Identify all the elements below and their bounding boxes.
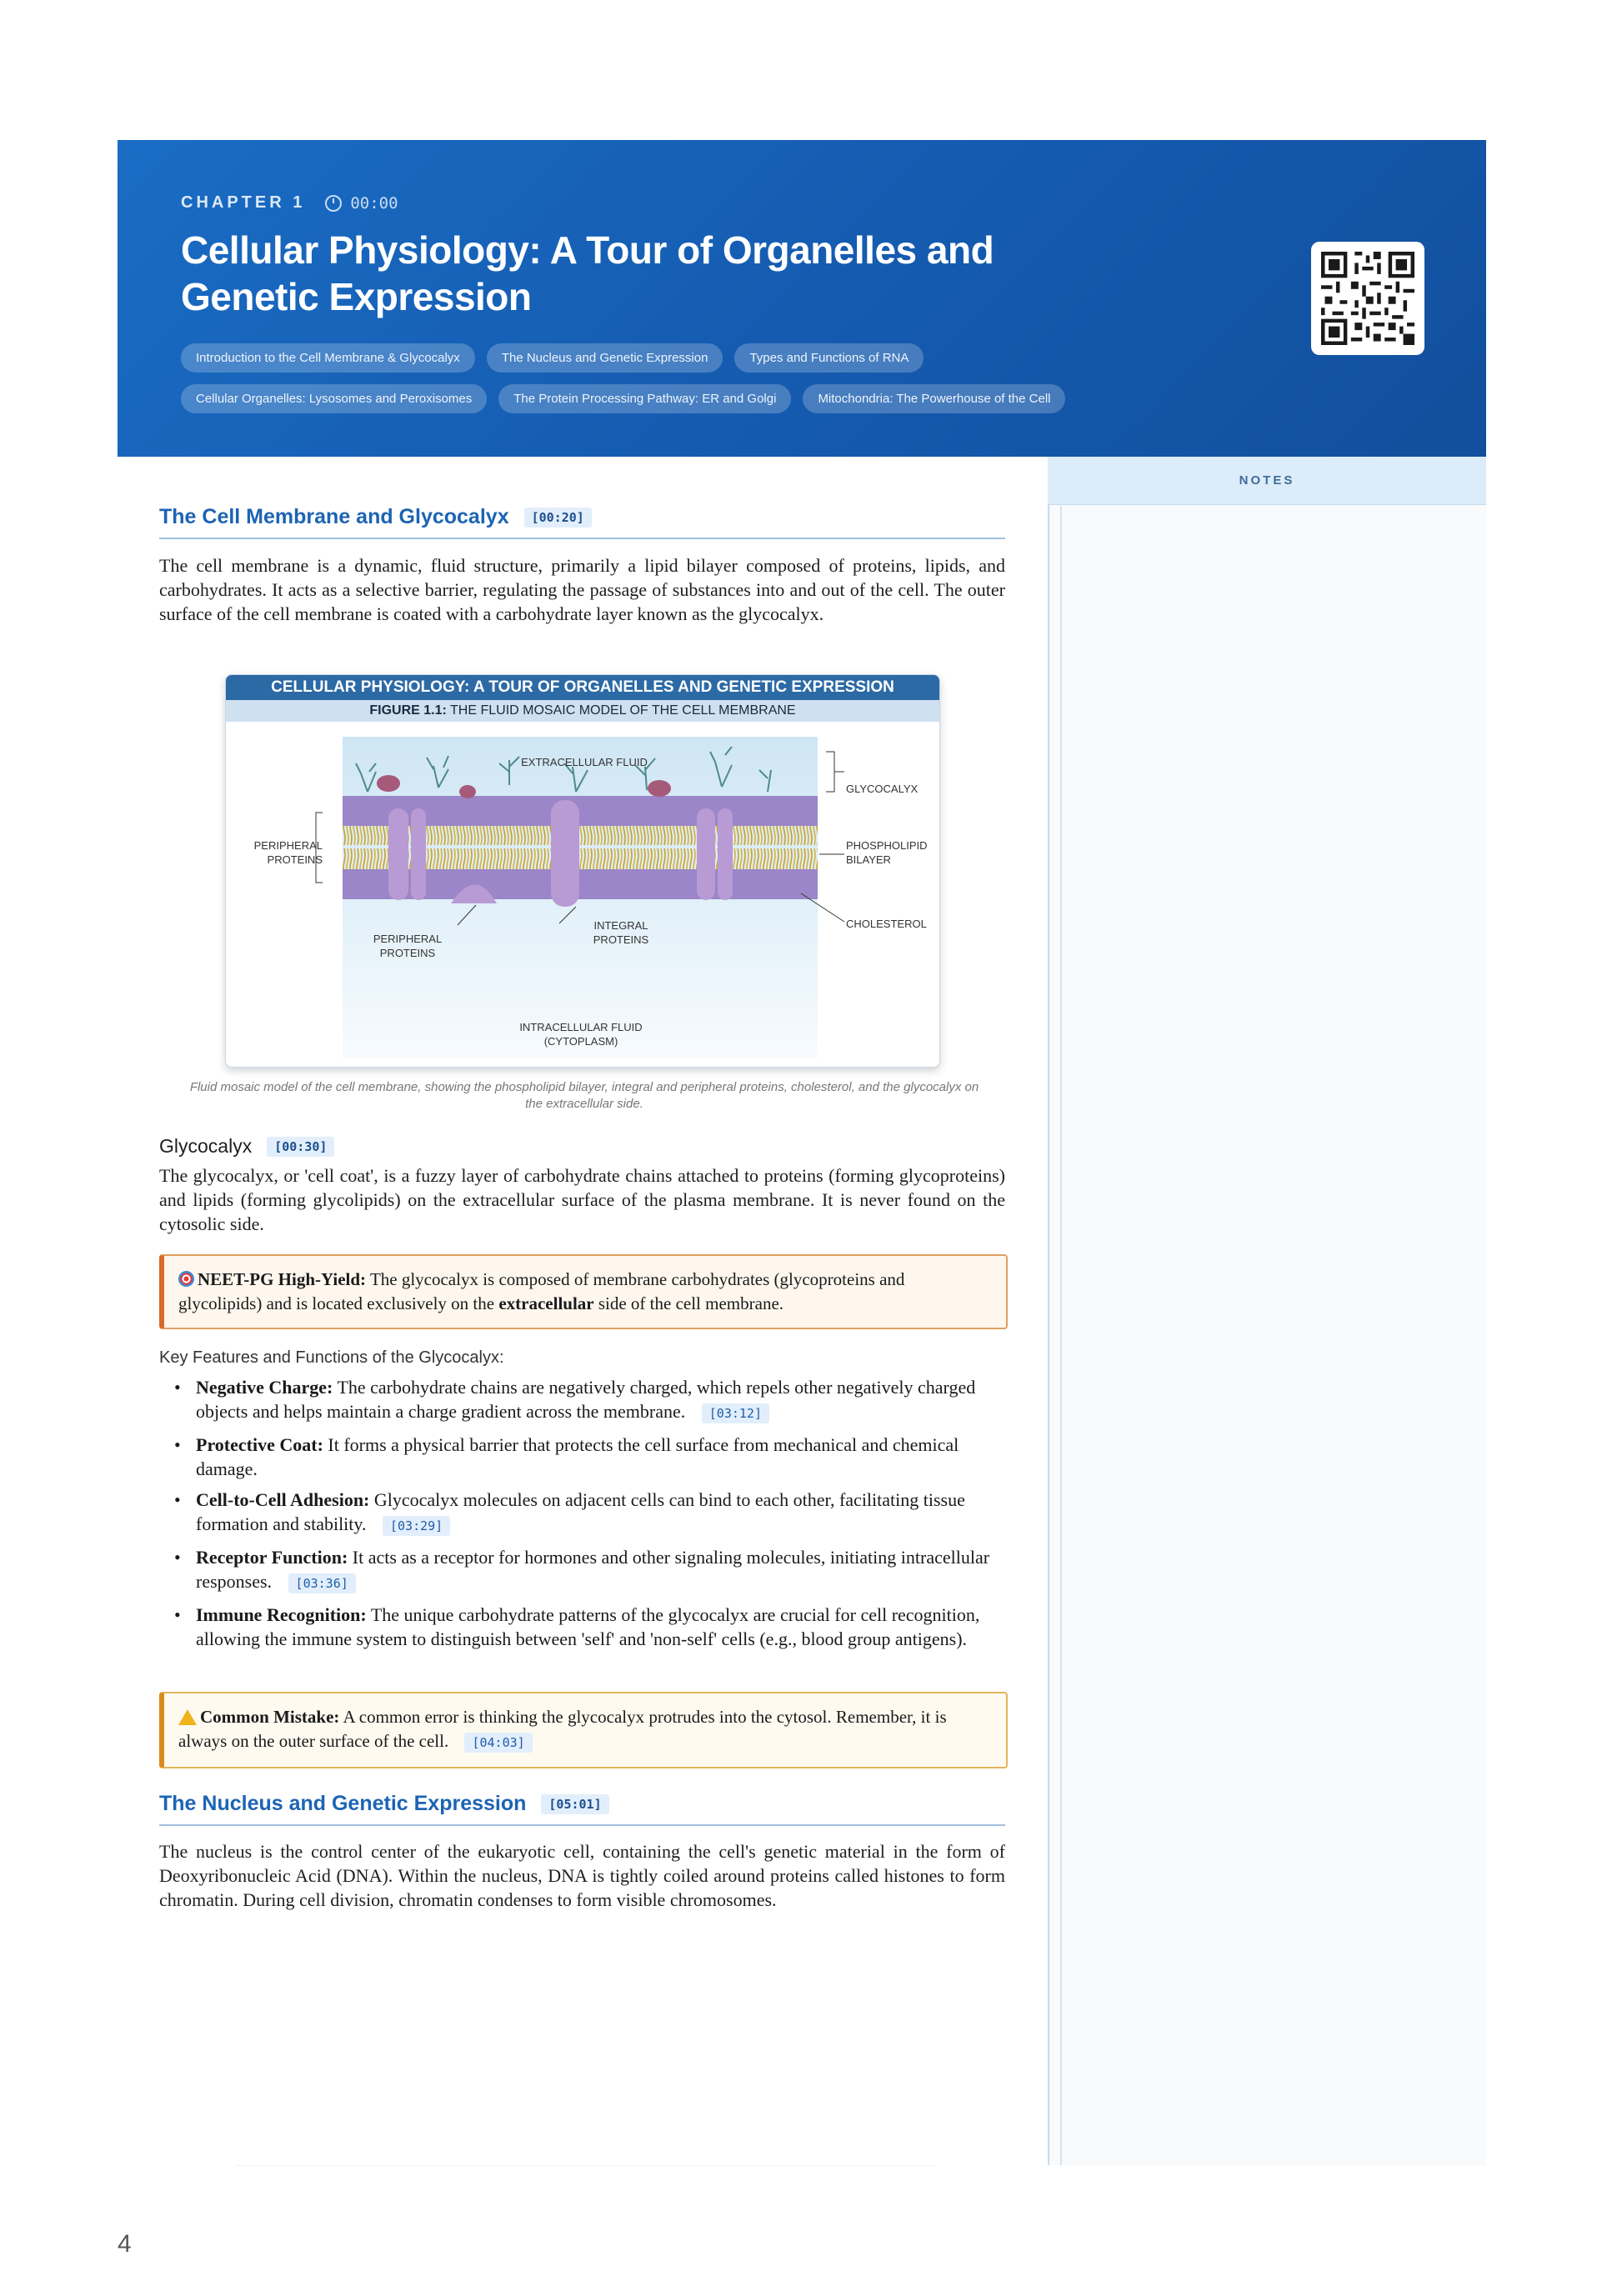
label-integral: INTEGRAL PROTEINS [593, 919, 649, 946]
topic-chip[interactable]: The Protein Processing Pathway: ER and Golgi [498, 384, 791, 413]
chapter-label: CHAPTER 1 [181, 193, 306, 212]
feature-text: It forms a physical barrier that protects the cell surface from mechanical and chemical damage. [196, 1434, 959, 1479]
glycocalyx-paragraph: The glycocalyx, or 'cell coat', is a fuzzy layer of carbohydrate chains attached to proteins (forming glycoproteins) and lipids (forming glycolipids) on the extracellular surface of the plasma membrane. It is never found on the cytosolic side. [159, 1165, 1005, 1234]
list-item [159, 1375, 1001, 1426]
list-item [159, 1545, 1001, 1596]
timestamp-link[interactable]: [03:12] [702, 1403, 769, 1423]
topic-chip[interactable]: The Nucleus and Genetic Expression [487, 343, 723, 373]
topic-chip[interactable]: Introduction to the Cell Membrane & Glycocalyx [181, 343, 475, 373]
section-heading-nucleus [159, 1792, 1005, 1826]
figure-caption: Fluid mosaic model of the cell membrane, showing the phospholipid bilayer, integral and peripheral proteins, cholesterol, and the glycocalyx on the extracellular side. [189, 1080, 979, 1111]
timestamp-link[interactable]: [04:03] [464, 1733, 532, 1753]
subsection-heading-glycocalyx [159, 1135, 334, 1158]
notes-panel[interactable] [1048, 457, 1486, 2165]
target-icon [178, 1271, 194, 1287]
label-peripheral-left: PERIPHERAL PROTEINS [253, 839, 323, 866]
qr-code-icon [1321, 252, 1414, 345]
timestamp-link[interactable]: [03:29] [383, 1516, 450, 1536]
label-intracellular: INTRACELLULAR FLUID (CYTOPLASM) [519, 1021, 643, 1048]
feature-text: The unique carbohydrate patterns of the glycocalyx are crucial for cell recognition, allowing the immune system to distinguish between 'self' and 'non-self' cells (e.g., blood group antigens). [196, 1604, 980, 1649]
figure-band-title: CELLULAR PHYSIOLOGY: A TOUR OF ORGANELLES AND GENETIC EXPRESSION [226, 675, 939, 700]
timestamp-link[interactable]: [03:36] [288, 1573, 356, 1593]
notes-divider [1048, 504, 1049, 2165]
features-heading: Key Features and Functions of the Glycocalyx: [159, 1348, 504, 1367]
chapter-meta [181, 193, 398, 213]
chapter-header [118, 140, 1486, 457]
topic-chip[interactable]: Cellular Organelles: Lysosomes and Peroxisomes [181, 384, 487, 413]
chapter-time-text: 00:00 [350, 193, 398, 213]
nucleus-paragraph: The nucleus is the control center of the eukaryotic cell, containing the cell's genetic material in the form of Deoxyribonucleic Acid (DNA). Within the nucleus, DNA is tightly coiled around proteins called histones to form chromatin. During cell division, chromatin condenses to form visible chromosomes. [159, 1841, 1005, 1910]
feature-term: Negative Charge: [196, 1377, 333, 1398]
high-yield-callout [159, 1254, 1008, 1329]
warning-icon [178, 1709, 197, 1725]
label-phospholipid: PHOSPHOLIPID BILAYER [846, 839, 928, 866]
callout-label: NEET-PG High-Yield: [198, 1269, 367, 1289]
label-extracellular: EXTRACELLULAR FLUID [521, 756, 648, 768]
callout-text: side of the cell membrane. [598, 1293, 784, 1313]
chapter-timestamp[interactable] [325, 194, 398, 213]
section-heading-membrane [159, 505, 1005, 539]
subsection-heading-text: Glycocalyx [159, 1135, 253, 1157]
timestamp-link[interactable]: [05:01] [541, 1794, 608, 1814]
figure-title: THE FLUID MOSAIC MODEL OF THE CELL MEMBRANE [450, 703, 796, 718]
callout-label: Common Mistake: [200, 1707, 340, 1727]
features-list [159, 1375, 1001, 1658]
page-number: 4 [118, 2230, 132, 2258]
topic-chip[interactable]: Mitochondria: The Powerhouse of the Cell [803, 384, 1065, 413]
topic-chips [181, 343, 1181, 413]
footer-rule [236, 2165, 936, 2166]
feature-term: Receptor Function: [196, 1547, 348, 1568]
chapter-title: Cellular Physiology: A Tour of Organelles and Genetic Expression [181, 228, 994, 318]
label-glycocalyx: GLYCOCALYX [846, 783, 919, 795]
feature-text: The carbohydrate chains are negatively charged, which repels other negatively charged objects and helps maintain a charge gradient across the membrane. [196, 1377, 976, 1422]
common-mistake-callout [159, 1692, 1008, 1768]
label-peripheral-bottom: PERIPHERAL PROTEINS [373, 933, 443, 959]
qr-code[interactable] [1311, 242, 1424, 355]
callout-emphasis: extracellular [498, 1293, 594, 1313]
feature-text: It acts as a receptor for hormones and other signaling molecules, initiating intracellular responses. [196, 1547, 990, 1592]
label-cholesterol: CHOLESTEROL [846, 918, 927, 930]
membrane-paragraph: The cell membrane is a dynamic, fluid structure, primarily a lipid bilayer composed of proteins, lipids, and carbohydrates. It acts as a selective barrier, regulating the passage of substances into and out of the cell. The outer surface of the cell membrane is coated with a carbohydrate layer known as the glycocalyx. [159, 555, 1005, 624]
feature-text: Glycocalyx molecules on adjacent cells can bind to each other, facilitating tissue formation and stability. [196, 1489, 965, 1534]
feature-term: Cell-to-Cell Adhesion: [196, 1489, 370, 1510]
membrane-diagram [226, 675, 939, 1067]
callout-text: A common error is thinking the glycocalyx protrudes into the cytosol. Remember, it is always on the outer surface of the cell. [178, 1707, 947, 1751]
callout-text: The glycocalyx is composed of membrane carbohydrates (glycoproteins and glycolipids) and is located exclusively on the [178, 1269, 905, 1313]
timestamp-link[interactable]: [00:20] [524, 508, 592, 528]
section-heading-text: The Nucleus and Genetic Expression [159, 1792, 527, 1815]
notes-divider [1060, 504, 1062, 2165]
section-heading-text: The Cell Membrane and Glycocalyx [159, 505, 509, 528]
topic-chip[interactable]: Types and Functions of RNA [734, 343, 924, 373]
notes-label: NOTES [1048, 457, 1486, 505]
membrane-figure [225, 674, 940, 1068]
feature-term: Immune Recognition: [196, 1604, 367, 1625]
list-item [159, 1603, 1001, 1651]
feature-term: Protective Coat: [196, 1434, 323, 1455]
clock-icon [325, 195, 342, 212]
list-item [159, 1433, 1001, 1481]
list-item [159, 1488, 1001, 1538]
figure-number: FIGURE 1.1: [369, 703, 447, 718]
timestamp-link[interactable]: [00:30] [267, 1137, 334, 1157]
